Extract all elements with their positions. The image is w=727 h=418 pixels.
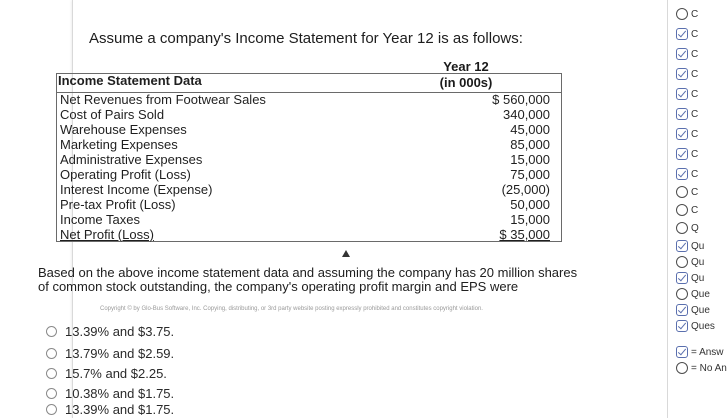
cursor-pointer-icon — [342, 250, 350, 257]
nav-item-label: C — [691, 148, 699, 160]
nav-item-label: C — [691, 186, 699, 198]
question-prompt: Assume a company's Income Statement for Year 12 is as follows: — [89, 30, 523, 47]
table-row — [58, 137, 558, 152]
option-label[interactable]: 15.7% and $2.25. — [65, 365, 167, 381]
nav-question-item[interactable] — [676, 272, 704, 284]
option-label[interactable]: 13.39% and $3.75. — [65, 323, 175, 339]
answered-check-icon — [676, 320, 688, 332]
nav-item-label: C — [691, 128, 699, 140]
nav-question-item[interactable] — [676, 288, 710, 300]
nav-item-label: Que — [691, 304, 710, 316]
row-label: Warehouse Expenses — [60, 122, 187, 137]
nav-question-item[interactable] — [676, 148, 698, 160]
option-label[interactable]: 13.39% and $1.75. — [65, 401, 175, 417]
row-label: Operating Profit (Loss) — [60, 167, 191, 182]
nav-question-item[interactable] — [676, 240, 704, 252]
nav-question-item[interactable] — [676, 204, 698, 216]
row-label: Administrative Expenses — [60, 152, 203, 167]
nav-item-label: C — [691, 28, 699, 40]
table-row — [58, 212, 558, 227]
nav-question-item[interactable] — [676, 108, 698, 120]
row-value: $ 35,000 — [499, 227, 550, 242]
answered-check-icon — [676, 48, 688, 60]
answer-option[interactable] — [46, 344, 174, 362]
row-value: 45,000 — [510, 122, 550, 137]
row-label: Income Taxes — [60, 212, 140, 227]
answered-check-icon — [676, 148, 688, 160]
row-label: Cost of Pairs Sold — [60, 107, 165, 122]
option-label[interactable]: 10.38% and $1.75. — [65, 385, 175, 401]
nav-question-item[interactable] — [676, 28, 698, 40]
nav-question-item[interactable] — [676, 168, 698, 180]
table-row — [58, 107, 558, 122]
radio-button-icon[interactable] — [46, 326, 57, 337]
nav-item-label: C — [691, 68, 699, 80]
answered-check-icon — [676, 68, 688, 80]
table-row — [58, 182, 558, 197]
nav-question-item[interactable] — [676, 186, 698, 198]
nav-item-label: C — [691, 48, 699, 60]
nav-question-item[interactable] — [676, 256, 704, 268]
unanswered-icon — [676, 222, 688, 234]
answered-check-icon — [676, 168, 688, 180]
radio-button-icon[interactable] — [46, 404, 57, 415]
unanswered-icon — [676, 204, 688, 216]
answered-check-icon — [676, 108, 688, 120]
nav-item-label: Ques — [691, 320, 715, 332]
legend-label: = Answ — [691, 346, 724, 358]
units-label: (in 000s) — [439, 75, 493, 90]
nav-question-item[interactable] — [676, 88, 698, 100]
nav-question-item[interactable] — [676, 8, 698, 20]
nav-item-label: C — [691, 204, 699, 216]
answered-check-icon — [676, 28, 688, 40]
row-label: Net Profit (Loss) — [60, 227, 154, 242]
statement-title: Income Statement Data — [58, 73, 202, 88]
row-label: Net Revenues from Footwear Sales — [60, 92, 266, 107]
row-label: Interest Income (Expense) — [60, 182, 213, 197]
radio-button-icon[interactable] — [46, 348, 57, 359]
answered-check-icon — [676, 128, 688, 140]
question-text: Based on the above income statement data and assuming the company has 20 million shares of common stock outstanding, the company's operating profit margin and EPS were — [38, 265, 578, 294]
legend-answered — [676, 346, 724, 358]
row-value: 15,000 — [510, 152, 550, 167]
unanswered-icon — [676, 362, 688, 374]
answered-check-icon — [676, 272, 688, 284]
option-label[interactable]: 13.79% and $2.59. — [65, 345, 175, 361]
nav-item-label: C — [691, 88, 699, 100]
nav-item-label: Qu — [691, 240, 705, 252]
nav-item-label: Que — [691, 288, 710, 300]
row-value: 15,000 — [510, 212, 550, 227]
nav-question-item[interactable] — [676, 48, 698, 60]
table-row — [58, 122, 558, 137]
answer-option[interactable] — [46, 400, 174, 418]
table-row — [58, 197, 558, 212]
table-row — [58, 167, 558, 182]
answered-check-icon — [676, 304, 688, 316]
nav-item-label: Qu — [691, 256, 705, 268]
row-value: 75,000 — [510, 167, 550, 182]
nav-question-item[interactable] — [676, 222, 699, 234]
nav-question-item[interactable] — [676, 320, 715, 332]
unanswered-icon — [676, 288, 688, 300]
copyright-notice: Copyright © by Glo-Bus Software, Inc. Copying, distributing, or 3rd party website posting expressly prohibited and constitutes copyright violation. — [100, 306, 483, 312]
row-value: 50,000 — [510, 197, 550, 212]
nav-question-item[interactable] — [676, 304, 710, 316]
nav-item-label: C — [691, 8, 699, 20]
nav-item-label: Qu — [691, 272, 705, 284]
row-value: 85,000 — [510, 137, 550, 152]
row-value: $ 560,000 — [492, 92, 550, 107]
table-row — [58, 152, 558, 167]
year-label: Year 12 — [443, 59, 489, 74]
answered-check-icon — [676, 88, 688, 100]
row-label: Marketing Expenses — [60, 137, 178, 152]
answer-option[interactable] — [46, 322, 174, 340]
table-row — [58, 92, 558, 107]
unanswered-icon — [676, 256, 688, 268]
radio-button-icon[interactable] — [46, 368, 57, 379]
row-value: 340,000 — [503, 107, 550, 122]
answered-check-icon — [676, 240, 688, 252]
radio-button-icon[interactable] — [46, 388, 57, 399]
nav-item-label: Q — [691, 222, 699, 234]
unanswered-icon — [676, 8, 688, 20]
table-row — [58, 227, 558, 242]
row-value: (25,000) — [501, 182, 550, 197]
nav-question-item[interactable] — [676, 128, 698, 140]
legend-label: = No An — [691, 362, 727, 374]
row-label: Pre-tax Profit (Loss) — [60, 197, 176, 212]
legend-unanswered — [676, 362, 727, 374]
answered-check-icon — [676, 346, 688, 358]
nav-item-label: C — [691, 108, 699, 120]
nav-question-item[interactable] — [676, 68, 698, 80]
answer-option[interactable] — [46, 364, 167, 382]
unanswered-icon — [676, 186, 688, 198]
nav-item-label: C — [691, 168, 699, 180]
